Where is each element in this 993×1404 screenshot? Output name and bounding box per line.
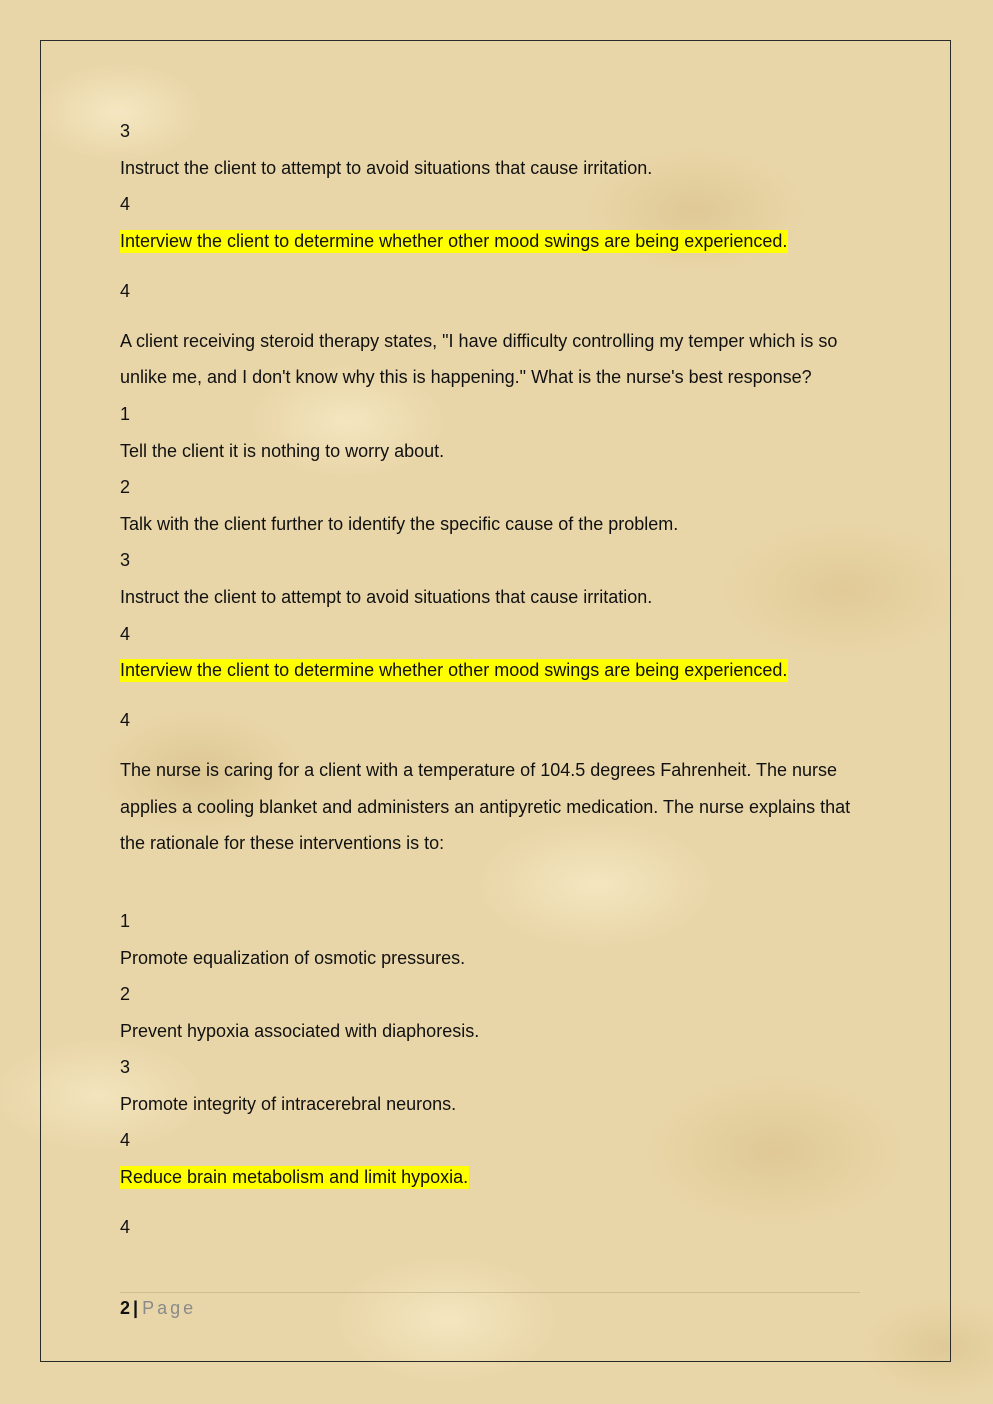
- highlighted-option-text: Interview the client to determine whether other mood swings are being experienced.: [120, 660, 788, 681]
- page-number: 2: [120, 1298, 131, 1318]
- option-text: Instruct the client to attempt to avoid situations that cause irritation.: [120, 586, 653, 607]
- option-number: 1: [120, 910, 131, 931]
- option-number: 3: [120, 121, 131, 141]
- option-number: 4: [120, 194, 131, 215]
- correct-option: [120, 1164, 880, 1190]
- option-number: 2: [120, 477, 131, 498]
- option-number: 3: [120, 550, 131, 571]
- highlighted-option-text: Reduce brain metabolism and limit hypoxia.: [120, 1167, 469, 1188]
- option-number: 1: [120, 403, 131, 424]
- option-number: 4: [120, 623, 131, 644]
- option-number: 3: [120, 1057, 131, 1078]
- option-number: 2: [120, 984, 131, 1005]
- correct-option: [120, 657, 880, 683]
- option-text: Prevent hypoxia associated with diaphoresis.: [120, 1020, 480, 1041]
- footer-divider: [120, 1292, 860, 1293]
- highlighted-option-text: Interview the client to determine whether other mood swings are being experienced.: [120, 230, 788, 251]
- document-body: [120, 118, 880, 1251]
- page-label: Page: [142, 1298, 197, 1318]
- page-footer: [120, 1295, 196, 1321]
- footer-separator: |: [133, 1298, 139, 1318]
- question-text: The nurse is caring for a client with a temperature of 104.5 degrees Fahrenheit. The nurse applies a cooling blanket and administers an antipyretic medication. The nurse explains that the rationale for these interventions is to:: [120, 760, 851, 854]
- answer-key: 4: [120, 710, 131, 731]
- answer-key: 4: [120, 1217, 131, 1238]
- option-text: Talk with the client further to identify the specific cause of the problem.: [120, 513, 679, 534]
- question-text: A client receiving steroid therapy states, "I have difficulty controlling my temper which is so unlike me, and I don't know why this is happening." What is the nurse's best response?: [120, 330, 838, 388]
- option-text: Promote equalization of osmotic pressures.: [120, 947, 466, 968]
- option-text: Tell the client it is nothing to worry about.: [120, 440, 445, 461]
- option-text: Instruct the client to attempt to avoid situations that cause irritation.: [120, 157, 653, 178]
- correct-option: [120, 228, 880, 254]
- option-number: 4: [120, 1130, 131, 1151]
- option-text: Promote integrity of intracerebral neurons.: [120, 1093, 457, 1114]
- answer-key: 4: [120, 280, 131, 301]
